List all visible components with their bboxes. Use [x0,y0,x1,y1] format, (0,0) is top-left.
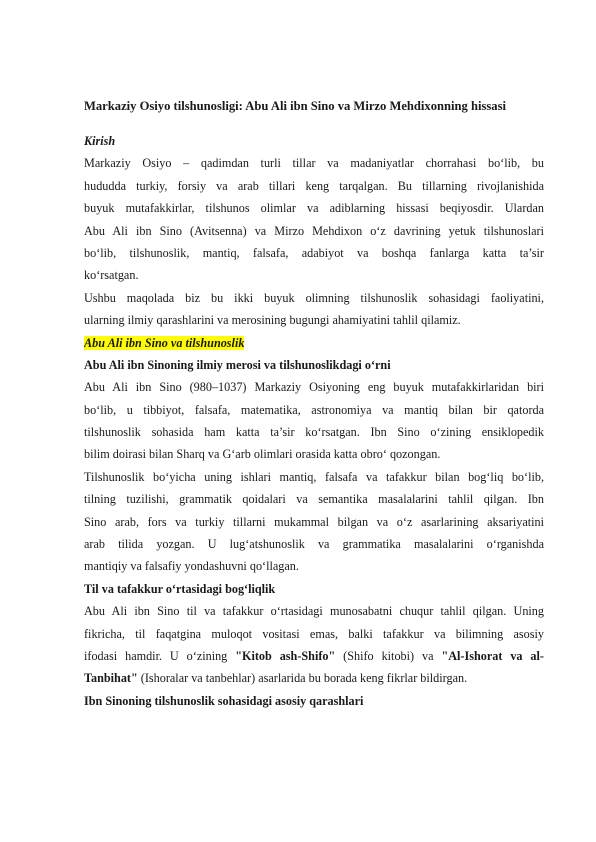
text-line-with-book-title [84,667,544,689]
highlighted-heading-row [84,332,544,354]
text-line: ularning ilmiy qarashlarini va merosining bugungi ahamiyatini tahlil qilamiz. [84,313,461,328]
text-line: fikricha, til faqatgina muloqot vositasi emas, balki tafakkur va bilimning asosiy [84,626,544,641]
text-line: hududda turkiy, forsiy va arab tillari keng tarqalgan. Bu tillarning rivojlanishida [84,178,544,193]
section1-paragraph-1 [84,376,544,466]
text-line: mantiqiy va falsafiy yondashuvni qo‘llagan. [84,559,299,574]
book-title: Tanbihat" [84,671,138,686]
section-heading: Til va tafakkur o‘rtasidagi bog‘liqlik [84,581,276,596]
text-line: Markaziy Osiyo – qadimdan turli tillar va madaniyatlar chorrahasi bo‘lib, bu [84,156,544,171]
text-segment: (Shifo kitobi) va [335,648,442,663]
text-segment: ifodasi hamdir. U o‘zining [84,648,236,663]
text-line: bilim doirasi bilan Sharq va G‘arb olimlari orasida katta obro‘ qozongan. [84,447,441,462]
text-line: bo‘lib, u tibbiyot, falsafa, matematika, astronomiya va mantiq bilan bir qatorda [84,402,544,417]
section2-paragraph-1 [84,600,544,690]
intro-paragraph-2 [84,287,544,332]
text-line: tilshunoslik sohasida ham katta ta’sir ko‘rsatgan. Ibn Sino o‘zining ensiklopedik [84,425,544,440]
text-line: Sino arab, fors va turkiy tillarni mukammal bilgan va o‘z asarlarining aksariyatini [84,514,544,529]
highlighted-section-heading: Abu Ali ibn Sino va tilshunoslik [84,335,245,350]
text-line: Ushbu maqolada biz bu ikki buyuk olimning tilshunoslik sohasidagi faoliyatini, [84,290,544,305]
text-segment: (Ishoralar va tanbehlar) asarlarida bu borada keng fikrlar bildirgan. [137,671,468,686]
document-title: Markaziy Osiyo tilshunosligi: Abu Ali ibn Sino va Mirzo Mehdixonning hissasi [84,99,506,113]
text-line: tilning tuzilishi, grammatik qoidalari va semantika masalalarini tahlil qilgan. Ibn [84,492,544,507]
section1-paragraph-2 [84,466,544,578]
text-line-with-book-titles [84,645,544,667]
book-title: "Al-Ishorat va al- [441,648,544,663]
text-line: Tilshunoslik bo‘yicha uning ishlari mantiq, falsafa va tafakkur bilan bog‘liq bo‘lib, [84,469,544,484]
text-line: Abu Ali ibn Sino (980–1037) Markaziy Osiyoning eng buyuk mutafakkirlaridan biri [84,380,544,395]
document-body [84,130,544,712]
section-heading: Abu Ali ibn Sinoning ilmiy merosi va tilshunoslikdagi o‘rni [84,357,391,372]
text-line: buyuk mutafakkirlar, tilshunos olimlar va adiblarning hissasi beqiyosdir. Ulardan [84,201,544,216]
text-line: ko‘rsatgan. [84,268,139,283]
intro-paragraph-1 [84,152,544,286]
text-line: bo‘lib, tilshunoslik, mantiq, falsafa, adabiyot va boshqa fanlarga katta ta’sir [84,245,544,260]
text-line: Abu Ali ibn Sino til va tafakkur o‘rtasidagi munosabatni chuqur tahlil qilgan. Uning [84,604,544,619]
text-line: Abu Ali ibn Sino (Avitsenna) va Mirzo Mehdixon o‘z davrining yetuk tilshunoslari [84,223,544,238]
book-title: "Kitob ash-Shifo" [235,648,336,663]
text-line: arab tilida yozgan. U lug‘atshunoslik va grammatika masalalarini o‘rganishda [84,537,544,552]
intro-heading: Kirish [84,134,116,148]
section-heading: Ibn Sinoning tilshunoslik sohasidagi asosiy qarashlari [84,693,364,708]
